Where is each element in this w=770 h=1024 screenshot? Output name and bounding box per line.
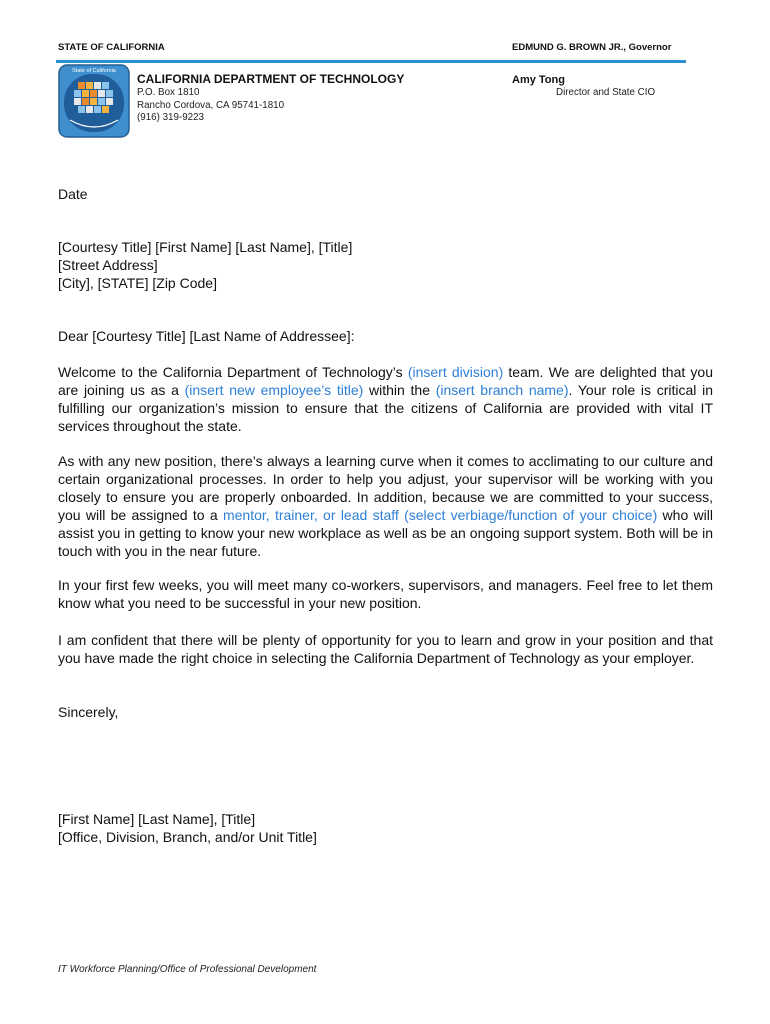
p2-text-1: As with any new position, there’s always a learning curve when it comes to acclimating to our culture and certain organizational processes. In order to help you adjust, your supervisor will be working with you closely to ensure you are properly onboarded. In addition, because we are committed to your success, you will be assigned to a: [58, 453, 713, 523]
p1-text-3: within the: [363, 382, 436, 398]
recipient-city: [City], [STATE] [Zip Code]: [58, 275, 217, 291]
director-title: Director and State CIO: [556, 87, 656, 98]
p2-text-2: who will assist you in getting to know your new workplace as well as be an ongoing support system. Both will be in touch with you in the near future.: [58, 507, 713, 559]
p1-text-4: . Your role is critical in fulfilling our organization’s mission to ensure that the citizens of California are provided with vital IT services throughout the state.: [58, 382, 713, 434]
placeholder-division: (insert division): [407, 364, 504, 380]
signature-office: [Office, Division, Branch, and/or Unit Title]: [58, 829, 317, 845]
governor-label: EDMUND G. BROWN JR., Governor: [512, 42, 672, 53]
footer-text: IT Workforce Planning/Office of Professional Development: [58, 964, 317, 975]
address-line-po-box: P.O. Box 1810: [137, 87, 200, 98]
paragraph-welcome: [58, 363, 713, 435]
letter-date: Date: [58, 186, 88, 202]
paragraph-first-weeks: In your first few weeks, you will meet many co-workers, supervisors, and managers. Feel free to let them know what you need to be successful in your new position.: [58, 577, 713, 611]
state-label: STATE OF CALIFORNIA: [58, 42, 165, 53]
paragraph-confidence: I am confident that there will be plenty of opportunity for you to learn and grow in your position and that you have made the right choice in selecting the California Department of Technology as your employer.: [58, 632, 713, 666]
department-name: CALIFORNIA DEPARTMENT OF TECHNOLOGY: [137, 72, 405, 86]
logo-text: State of California: [72, 68, 116, 74]
p1-text-1: Welcome to the California Department of Technology’s: [58, 364, 408, 380]
paragraph-onboarding: [58, 452, 713, 560]
signature-name: [First Name] [Last Name], [Title]: [58, 811, 256, 827]
address-line-city: Rancho Cordova, CA 95741-1810: [137, 100, 285, 111]
salutation: Dear [Courtesy Title] [Last Name of Addressee]:: [58, 328, 355, 344]
recipient-name: [Courtesy Title] [First Name] [Last Name], [Title]: [58, 239, 353, 255]
header-rule: [56, 60, 686, 63]
director-name: Amy Tong: [512, 74, 565, 86]
closing: Sincerely,: [58, 704, 119, 720]
placeholder-mentor: mentor, trainer, or lead staff (select verbiage/function of your choice): [222, 507, 658, 523]
placeholder-branch: (insert branch name): [435, 382, 569, 398]
address-line-phone: (916) 319-9223: [137, 112, 204, 123]
recipient-street: [Street Address]: [58, 257, 158, 273]
state-seal-logo: [58, 64, 130, 138]
placeholder-employee-title: (insert new employee’s title): [184, 382, 364, 398]
p1-text-2: team. We are delighted that you are joining us as a: [58, 364, 713, 398]
